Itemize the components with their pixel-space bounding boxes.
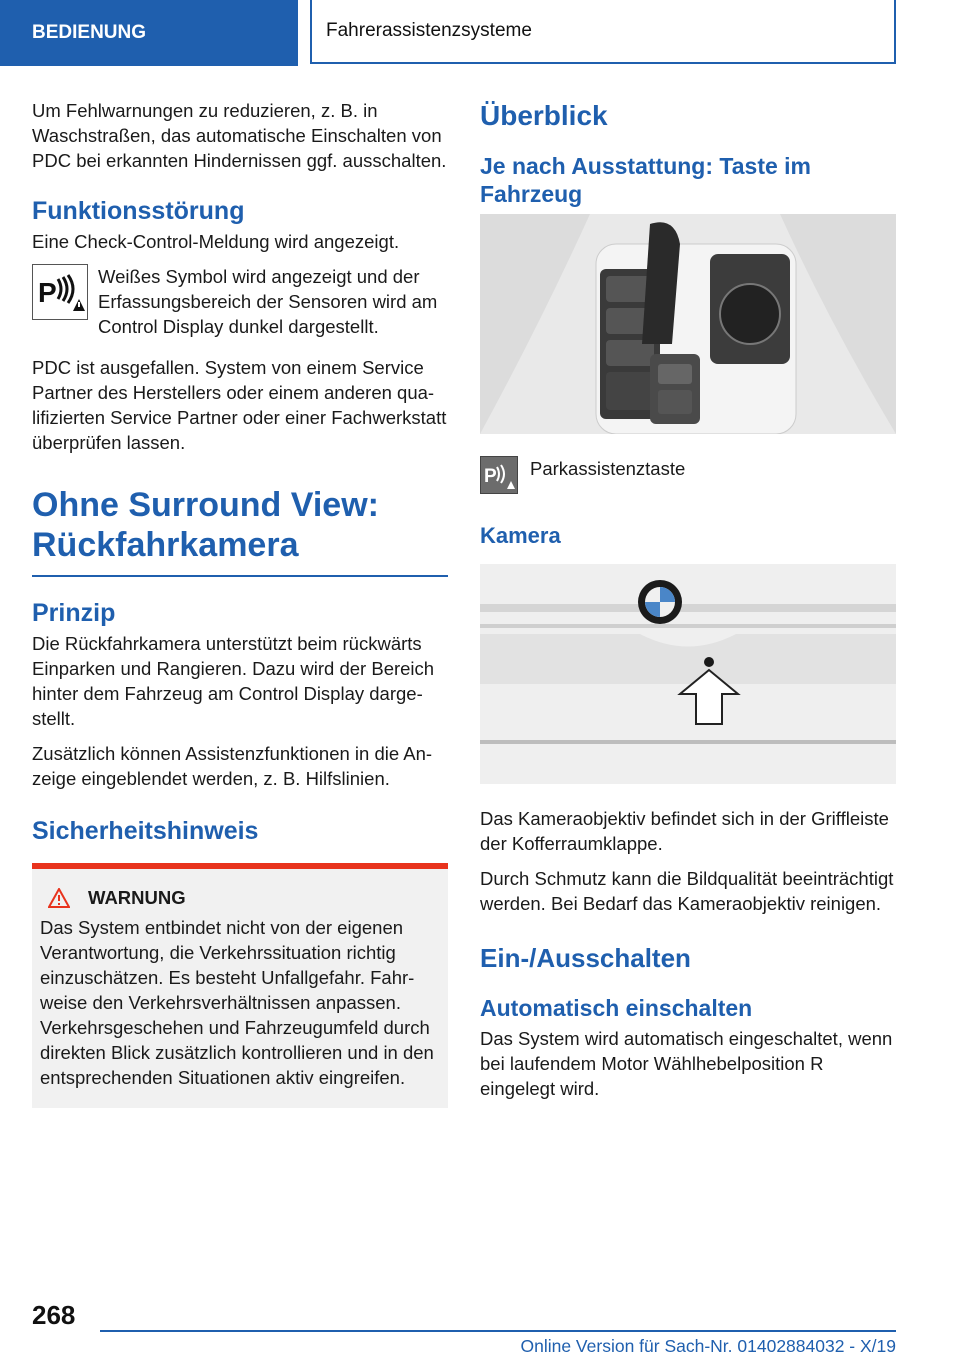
- auto-heading: Automatisch einschalten: [480, 995, 753, 1021]
- camera-text-1: Das Kameraobjektiv befindet sich in der Griffleiste der Kofferraumklappe.: [480, 808, 889, 854]
- overview-heading: Überblick: [480, 100, 608, 131]
- park-assist-button-icon: [480, 456, 518, 494]
- button-caption-row: [480, 456, 896, 494]
- onoff-heading: Ein-/Ausschalten: [480, 943, 691, 973]
- chapter-tab: Fahrerassistenzsysteme: [310, 0, 896, 64]
- footer-rule: [100, 1330, 896, 1332]
- camera-location-photo: [480, 564, 896, 784]
- center-console-photo: [480, 214, 896, 434]
- principle-heading: Prinzip: [32, 599, 116, 627]
- page-header: [0, 0, 960, 66]
- camera-heading: Kamera: [480, 523, 561, 548]
- footer-version: Online Version für Sach-Nr. 01402884032 - X/19: [520, 1336, 896, 1356]
- malfunction-text: Eine Check-Control-Meldung wird angezeigt.: [32, 231, 400, 252]
- failure-text: PDC ist ausgefallen. System von einem Service Partner des Herstellers oder einem anderen qualifizierten Service Partner oder einer Fachwerkstatt überprüfen lassen.: [32, 357, 447, 453]
- safety-heading: Sicherheitshinweis: [32, 817, 259, 845]
- pdc-warning-symbol-icon: [32, 264, 88, 320]
- warning-box: [32, 863, 448, 1108]
- left-column: [32, 98, 448, 1108]
- warning-text-2: Verkehrsgeschehen und Fahrzeugumfeld durch direkten Blick zusätzlich kontrollieren und in den entsprechenden Situationen aktiv eingreifen.: [40, 1017, 434, 1088]
- svg-text:P: P: [484, 466, 497, 487]
- button-caption: Parkassistenztaste: [530, 458, 686, 479]
- warning-label: WARNUNG: [88, 887, 186, 908]
- symbol-description: Weißes Symbol wird angezeigt und der Erfassungsbereich der Sensoren wird am Control Display dunkel dargestellt.: [98, 266, 438, 337]
- malfunction-heading: Funktionsstörung: [32, 197, 245, 225]
- symbol-row: [32, 264, 448, 339]
- page-number: 268: [32, 1300, 76, 1330]
- intro-paragraph: Um Fehlwarnungen zu reduzieren, z. B. in Waschstraßen, das automatische Einschalten von PDC bei erkannten Hindernissen ggf. ausschalten.: [32, 100, 447, 171]
- warning-title: [48, 887, 440, 909]
- principle-text-1: Die Rückfahrkamera unterstützt beim rückwärts Einparken und Rangieren. Dazu wird der Bereich hinter dem Fahrzeug am Control Display dargestellt.: [32, 633, 435, 729]
- warning-text-1: Das System entbindet nicht von der eigenen Verantwortung, die Verkehrssituation richtig einzuschätzen. Es besteht Unfallgefahr. Fahrweise den Verkehrsverhältnissen anpassen.: [40, 917, 415, 1013]
- section-tab: BEDIENUNG: [0, 0, 298, 66]
- camera-text-2: Durch Schmutz kann die Bildqualität beeinträchtigt werden. Bei Bedarf das Kameraobjektiv reinigen.: [480, 868, 894, 914]
- svg-text:P: P: [38, 277, 57, 308]
- main-heading: Ohne Surround View: Rückfahrkamera: [32, 485, 448, 577]
- auto-text: Das System wird automatisch eingeschaltet, wenn bei laufendem Motor Wählhebelposition R eingelegt wird.: [480, 1028, 893, 1099]
- right-column: [480, 98, 896, 1111]
- warning-triangle-icon: [48, 888, 70, 908]
- button-heading: Je nach Ausstattung: Taste im Fahrzeug: [480, 153, 812, 207]
- principle-text-2: Zusätzlich können Assistenzfunktionen in die Anzeige eingeblendet werden, z. B. Hilfslinien.: [32, 743, 433, 789]
